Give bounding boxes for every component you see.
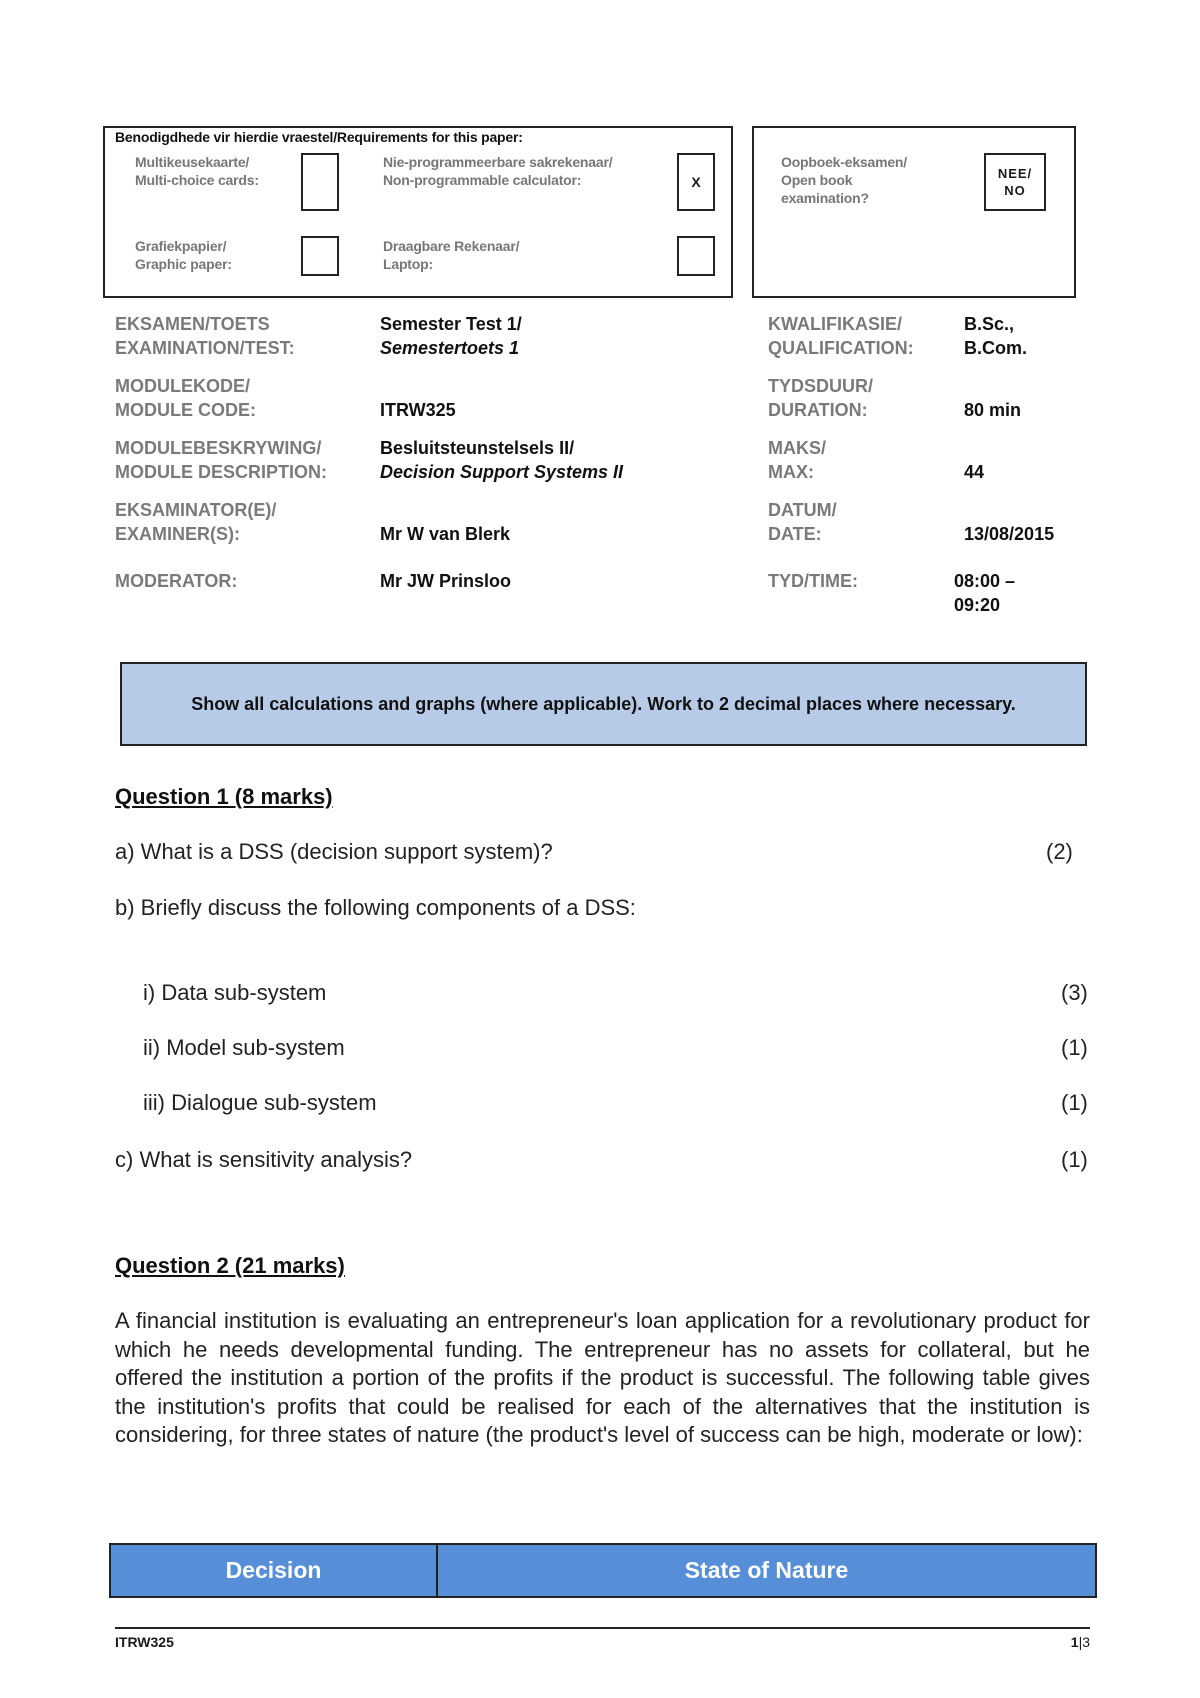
exam-value-1: Semester Test 1/ — [380, 314, 522, 334]
question-1b-ii: ii) Model sub-system — [143, 1035, 345, 1060]
decision-header: Decision — [111, 1545, 438, 1596]
duration: 80 min — [964, 400, 1022, 420]
laptop-checkbox[interactable] — [677, 236, 715, 276]
qualification-label: KWALIFIKASIE/ QUALIFICATION: — [768, 314, 914, 358]
question-1b-ii-marks: (1) — [1061, 1035, 1088, 1060]
calculator-label: Nie-programmeerbare sakrekenaar/ Non-programmable calculator: — [383, 154, 613, 188]
question-1b-iii-marks: (1) — [1061, 1090, 1088, 1115]
laptop-label: Draagbare Rekenaar/ Laptop: — [383, 238, 520, 272]
time-end: 09:20 — [954, 595, 1001, 615]
date-label: DATUM/ DATE: — [768, 500, 837, 544]
instructions-notice: Show all calculations and graphs (where applicable). Work to 2 decimal places where necessary. — [120, 662, 1087, 746]
module-description-1: Besluitsteunstelsels II/ — [380, 438, 575, 458]
question-2-paragraph: A financial institution is evaluating an entrepreneur's loan application for a revolutionary product for which he needs developmental funding. The entrepreneur has no assets for collateral, but he offered the institution a portion of the profits if the product is successful. The following table gives the institution's profits that could be realised for each of the alternatives that the institution is considering, for three states of nature (the product's level of success can be high, moderate or low): — [115, 1308, 1090, 1447]
moderator: Mr JW Prinsloo — [380, 571, 512, 591]
examiner: Mr W van Blerk — [380, 524, 511, 544]
open-book-label: Oopboek-eksamen/ Open book examination? — [781, 154, 907, 206]
footer-page-number: 1|3 — [1070, 1634, 1090, 1650]
multichoice-checkbox[interactable] — [301, 153, 339, 211]
calculator-checkbox[interactable]: X — [677, 153, 715, 211]
question-1b-iii: iii) Dialogue sub-system — [143, 1090, 377, 1115]
qualification-value-2: B.Com. — [964, 338, 1027, 358]
time-label: TYD/TIME: — [768, 571, 858, 591]
requirements-box — [103, 126, 733, 298]
question-1a-marks: (2) — [1046, 839, 1073, 864]
graphic-paper-checkbox[interactable] — [301, 236, 339, 276]
question-2-heading: Question 2 (21 marks) — [115, 1253, 345, 1278]
question-1-heading: Question 1 (8 marks) — [115, 784, 333, 809]
question-1a: a) What is a DSS (decision support system)? — [115, 839, 553, 864]
exam-label: EKSAMEN/TOETS EXAMINATION/TEST: — [115, 314, 295, 358]
exam-value-2: Semestertoets 1 — [380, 338, 520, 358]
question-1c: c) What is sensitivity analysis? — [115, 1147, 413, 1172]
time-start: 08:00 – — [954, 571, 1016, 591]
question-1b-i: i) Data sub-system — [143, 980, 327, 1005]
module-code-label: MODULEKODE/ MODULE CODE: — [115, 376, 256, 420]
qualification-value-1: B.Sc., — [964, 314, 1015, 334]
decision-table-header — [109, 1543, 1097, 1598]
graphic-paper-label: Grafiekpapier/ Graphic paper: — [135, 238, 232, 272]
duration-label: TYDSDUUR/ DURATION: — [768, 376, 874, 420]
open-book-answer: NEE/ NO — [984, 153, 1046, 211]
question-1b: b) Briefly discuss the following components of a DSS: — [115, 895, 636, 920]
question-1c-marks: (1) — [1061, 1147, 1088, 1172]
module-code: ITRW325 — [380, 400, 456, 420]
open-book-box — [752, 126, 1076, 298]
multichoice-label: Multikeusekaarte/ Multi-choice cards: — [135, 154, 259, 188]
module-description-2: Decision Support Systems II — [380, 462, 624, 482]
moderator-label: MODERATOR: — [115, 571, 238, 591]
max-marks: 44 — [964, 462, 985, 482]
footer-divider — [115, 1627, 1090, 1629]
examiner-label: EKSAMINATOR(E)/ EXAMINER(S): — [115, 500, 277, 544]
footer-module-code: ITRW325 — [115, 1634, 174, 1650]
module-description-label: MODULEBESKRYWING/ MODULE DESCRIPTION: — [115, 438, 328, 482]
state-of-nature-header: State of Nature — [684, 1557, 849, 1583]
requirements-title: Benodigdhede vir hierdie vraestel/Requirements for this paper: — [115, 129, 523, 145]
max-label: MAKS/ MAX: — [768, 438, 826, 482]
date: 13/08/2015 — [964, 524, 1055, 544]
question-1b-i-marks: (3) — [1061, 980, 1088, 1005]
